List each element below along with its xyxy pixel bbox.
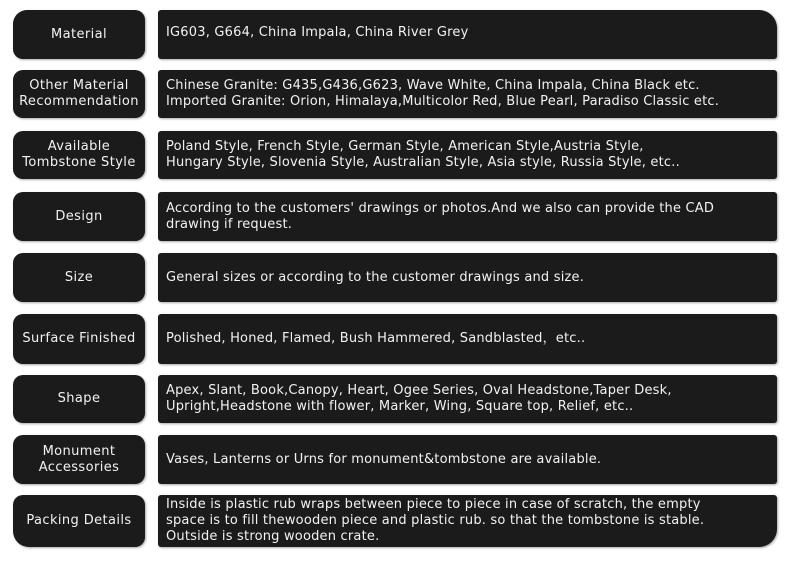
spec-value-text: IG603, G664, China Impala, China River Grey [166, 25, 469, 40]
spec-value [158, 10, 777, 59]
spec-label-text: Available Tombstone Style [22, 139, 136, 170]
spec-row-packing [13, 495, 777, 547]
spec-value-text: Vases, Lanterns or Urns for monument&tombstone are available. [166, 451, 602, 467]
spec-label [13, 131, 145, 179]
spec-value-text: Poland Style, French Style, German Style, American Style,Austria Style, Hungary Style, Slovenia Style, Australian Style, Asia style, Russia Style, etc.. [166, 139, 680, 170]
spec-label: Design [13, 192, 145, 241]
spec-value [158, 192, 777, 241]
spec-label [13, 435, 145, 484]
spec-row-size [13, 253, 777, 302]
spec-row-other-material [13, 70, 777, 118]
spec-value-text: Inside is plastic rub wraps between piece to piece in case of scratch, the empty space is to fill thewooden piece and plastic rub. so that the tombstone is stable. Outside is strong wooden crate. [166, 497, 705, 544]
spec-label [13, 70, 145, 118]
spec-row-material [13, 10, 777, 59]
spec-label: Shape [13, 375, 145, 423]
spec-value-text: Polished, Honed, Flamed, Bush Hammered, Sandblasted，etc.. [166, 331, 586, 346]
spec-label: Material [13, 10, 145, 59]
spec-value [158, 435, 777, 484]
spec-value [158, 253, 777, 302]
spec-value-text: General sizes or according to the customer drawings and size. [166, 269, 585, 285]
spec-label: Size [13, 253, 145, 302]
spec-value [158, 314, 777, 364]
spec-row-surface [13, 314, 777, 364]
spec-label: Packing Details [13, 495, 145, 547]
spec-value [158, 131, 777, 179]
spec-label-text: Monument Accessories [38, 443, 120, 475]
spec-label: Surface Finished [13, 314, 145, 364]
spec-value [158, 70, 777, 118]
spec-row-design [13, 192, 777, 241]
spec-value [158, 375, 777, 423]
spec-row-accessories [13, 435, 777, 484]
spec-label-text: Other Material Recommendation [19, 78, 139, 109]
spec-row-shape [13, 375, 777, 423]
spec-value-text: Chinese Granite: G435,G436,G623, Wave White, China Impala, China Black etc. Imported Granite: Orion, Himalaya,Multicolor Red, Blue Pearl, Paradiso Classic etc. [166, 78, 720, 109]
spec-row-tombstone-style [13, 131, 777, 179]
spec-value-text: Apex, Slant, Book,Canopy, Heart, Ogee Series, Oval Headstone,Taper Desk, Upright,Headstone with flower, Marker, Wing, Square top, Relief, etc.. [166, 383, 672, 414]
spec-value [158, 495, 777, 547]
spec-value-text: According to the customers' drawings or photos.And we also can provide the CAD drawing if request. [166, 200, 715, 232]
